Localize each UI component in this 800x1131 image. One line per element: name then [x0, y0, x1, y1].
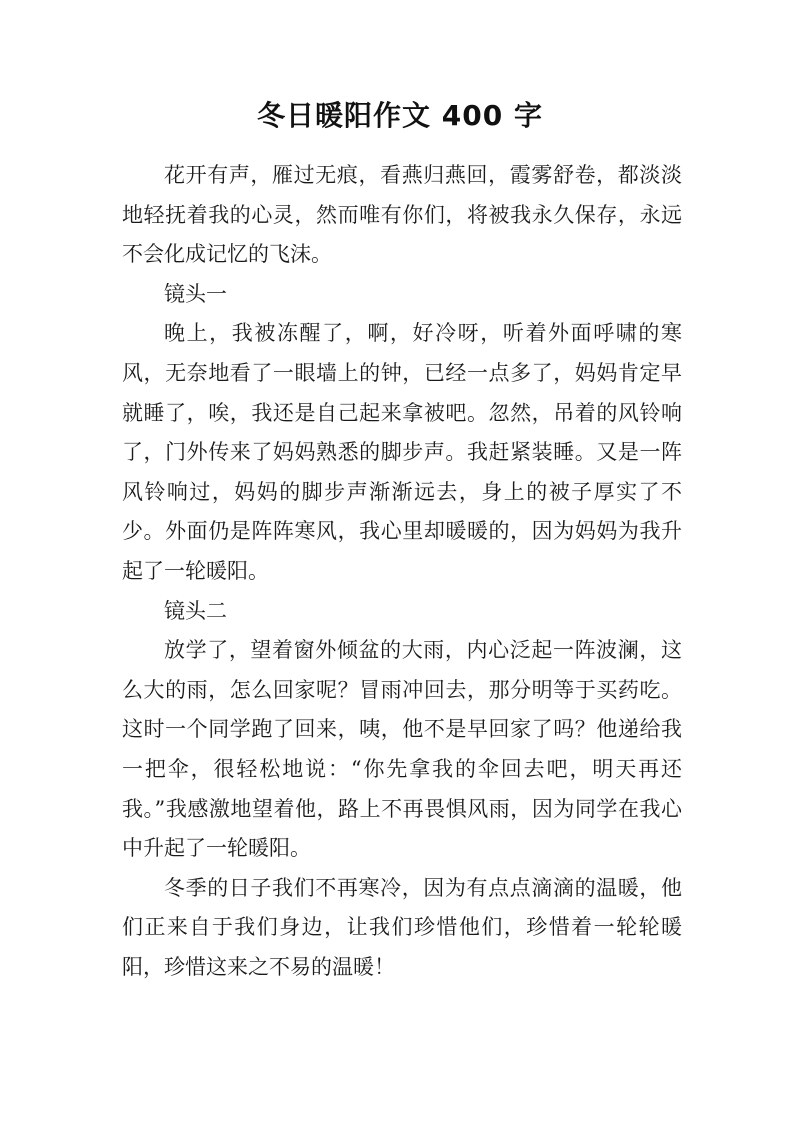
paragraph-scene-one: 晚上，我被冻醒了，啊，好冷呀，听着外面呼啸的寒风，无奈地看了一眼墙上的钟，已经一点多了，妈妈肯定早就睡了，唉，我还是自己起来拿被吧。忽然，吊着的风铃响了，门外传来了妈妈熟悉的脚步声。我赶紧装睡。又是一阵风铃响过，妈妈的脚步声渐渐远去，身上的被子厚实了不少。外面仍是阵阵寒风，我心里却暖暖的，因为妈妈为我升起了一轮暖阳。	[122, 321, 682, 583]
section-heading-scene-one: 镜头一	[164, 281, 227, 306]
paragraph-conclusion: 冬季的日子我们不再寒冷，因为有点点滴滴的温暖，他们正来自于我们身边，让我们珍惜他们，珍惜着一轮轮暖阳，珍惜这来之不易的温暖！	[122, 875, 682, 979]
document-body	[122, 156, 682, 987]
document-title: 冬日暖阳作文 400 字	[257, 99, 543, 132]
section-heading-scene-two: 镜头二	[164, 598, 227, 623]
paragraph-intro: 花开有声，雁过无痕，看燕归燕回，霞雾舒卷，都淡淡地轻抚着我的心灵，然而唯有你们，将被我永久保存，永远不会化成记忆的飞沫。	[122, 163, 682, 267]
paragraph-scene-two: 放学了，望着窗外倾盆的大雨，内心泛起一阵波澜，这么大的雨，怎么回家呢？冒雨冲回去，那分明等于买药吃。这时一个同学跑了回来，咦，他不是早回家了吗？他递给我一把伞，很轻松地说：“你先拿我的伞回去吧，明天再还我。”我感激地望着他，路上不再畏惧风雨，因为同学在我心中升起了一轮暖阳。	[122, 638, 682, 861]
